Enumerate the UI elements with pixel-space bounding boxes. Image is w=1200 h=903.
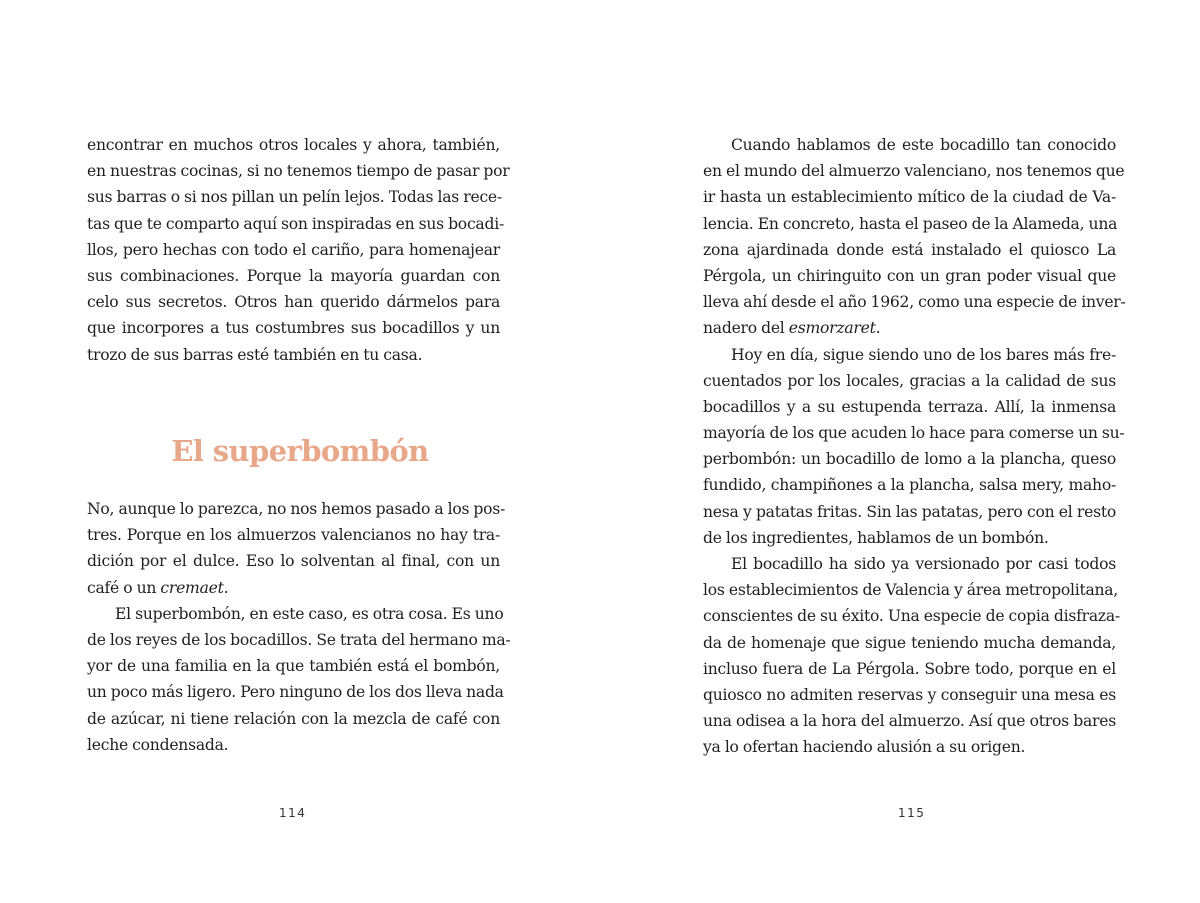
text-line: en el mundo del almuerzo valenciano, nos tenemos que	[703, 162, 1125, 181]
text-line: encontrar en muchos otros locales y ahora, también,	[87, 136, 500, 154]
text-line: lencia. En concreto, hasta el paseo de la Alameda, una	[703, 214, 1118, 233]
text-line: nesa y patatas fritas. Sin las patatas, pero con el resto	[703, 502, 1116, 521]
text-line: El bocadillo ha sido ya versionado por casi todos	[731, 555, 1116, 573]
left-page-section-body	[87, 496, 511, 758]
text-line: yor de una familia en la que también está el bombón,	[87, 657, 500, 676]
text-line: Pérgola, un chiringuito con un gran poder visual que	[703, 266, 1116, 285]
text-line: incluso fuera de La Pérgola. Sobre todo, porque en el	[703, 659, 1116, 678]
text-line: llos, pero hechas con todo el cariño, para homenajear	[87, 240, 500, 259]
page-number: 114	[279, 806, 307, 820]
italic-term: cremaet	[160, 578, 224, 597]
section-heading: El superbombón	[171, 434, 429, 468]
right-page-body	[703, 132, 1126, 761]
text-line: da de homenaje que sigue teniendo mucha demanda,	[703, 633, 1116, 652]
text-line: No, aunque lo parezca, no nos hemos pasado a los pos-	[87, 500, 506, 518]
text-line: leche condensada.	[87, 735, 229, 754]
text-line: quiosco no admiten reservas y conseguir una mesa es	[703, 685, 1116, 704]
text-line: zona ajardinada donde está instalado el quiosco La	[703, 240, 1116, 259]
text-line: fundido, champiñones a la plancha, salsa mery, maho-	[703, 476, 1116, 495]
text-segment: .	[875, 319, 881, 338]
text-line: un poco más ligero. Pero ninguno de los dos lleva nada	[87, 683, 504, 702]
text-line: en nuestras cocinas, si no tenemos tiempo de pasar por	[87, 162, 510, 181]
text-line: que incorpores a tus costumbres sus bocadillos y un	[87, 319, 500, 338]
text-line: perbombón: un bocadillo de lomo a la plancha, queso	[703, 450, 1116, 469]
left-page-intro-paragraph	[87, 132, 510, 368]
text-line	[703, 315, 1116, 341]
text-line: dición por el dulce. Eso lo solventan al final, con un	[87, 552, 500, 571]
text-line: Cuando hablamos de este bocadillo tan conocido	[731, 136, 1116, 154]
text-line: lleva ahí desde el año 1962, como una especie de inver-	[703, 293, 1126, 312]
text-line: una odisea a la hora del almuerzo. Así que otros bares	[703, 712, 1116, 731]
text-line: El superbombón, en este caso, es otra cosa. Es uno	[115, 604, 504, 623]
right-page	[600, 0, 1200, 903]
text-line: ir hasta un establecimiento mítico de la ciudad de Va-	[703, 188, 1116, 207]
text-line: de los ingredientes, hablamos de un bombón.	[703, 528, 1049, 547]
text-line: ya lo ofertan haciendo alusión a su origen.	[703, 738, 1026, 757]
text-segment: .	[223, 578, 229, 597]
italic-term: esmorzaret	[788, 319, 876, 338]
text-line: Hoy en día, sigue siendo uno de los bares más fre-	[731, 345, 1116, 364]
text-segment: café o un	[87, 578, 161, 597]
text-line: tas que te comparto aquí son inspiradas en sus bocadi-	[87, 214, 504, 233]
text-line: celo sus secretos. Otros han querido dármelos para	[87, 293, 500, 312]
text-line: mayoría de los que acuden lo hace para comerse un su-	[703, 424, 1125, 443]
text-line: de los reyes de los bocadillos. Se trata del hermano ma-	[87, 630, 511, 649]
text-line: de azúcar, ni tiene relación con la mezcla de café con	[87, 709, 500, 728]
text-line	[87, 575, 500, 601]
text-line: tres. Porque en los almuerzos valencianos no hay tra-	[87, 526, 500, 545]
text-line: bocadillos y a su estupenda terraza. Allí, la inmensa	[703, 397, 1116, 416]
page-number: 115	[898, 806, 926, 820]
text-line: trozo de sus barras esté también en tu casa.	[87, 345, 423, 364]
text-segment: nadero del	[703, 319, 789, 338]
text-line: sus combinaciones. Porque la mayoría guardan con	[87, 266, 500, 285]
text-line: sus barras o si nos pillan un pelín lejos. Todas las rece-	[87, 188, 502, 207]
text-line: cuentados por los locales, gracias a la calidad de sus	[703, 371, 1116, 390]
text-line: conscientes de su éxito. Una especie de copia disfraza-	[703, 607, 1120, 626]
text-line: los establecimientos de Valencia y área metropolitana,	[703, 581, 1119, 600]
